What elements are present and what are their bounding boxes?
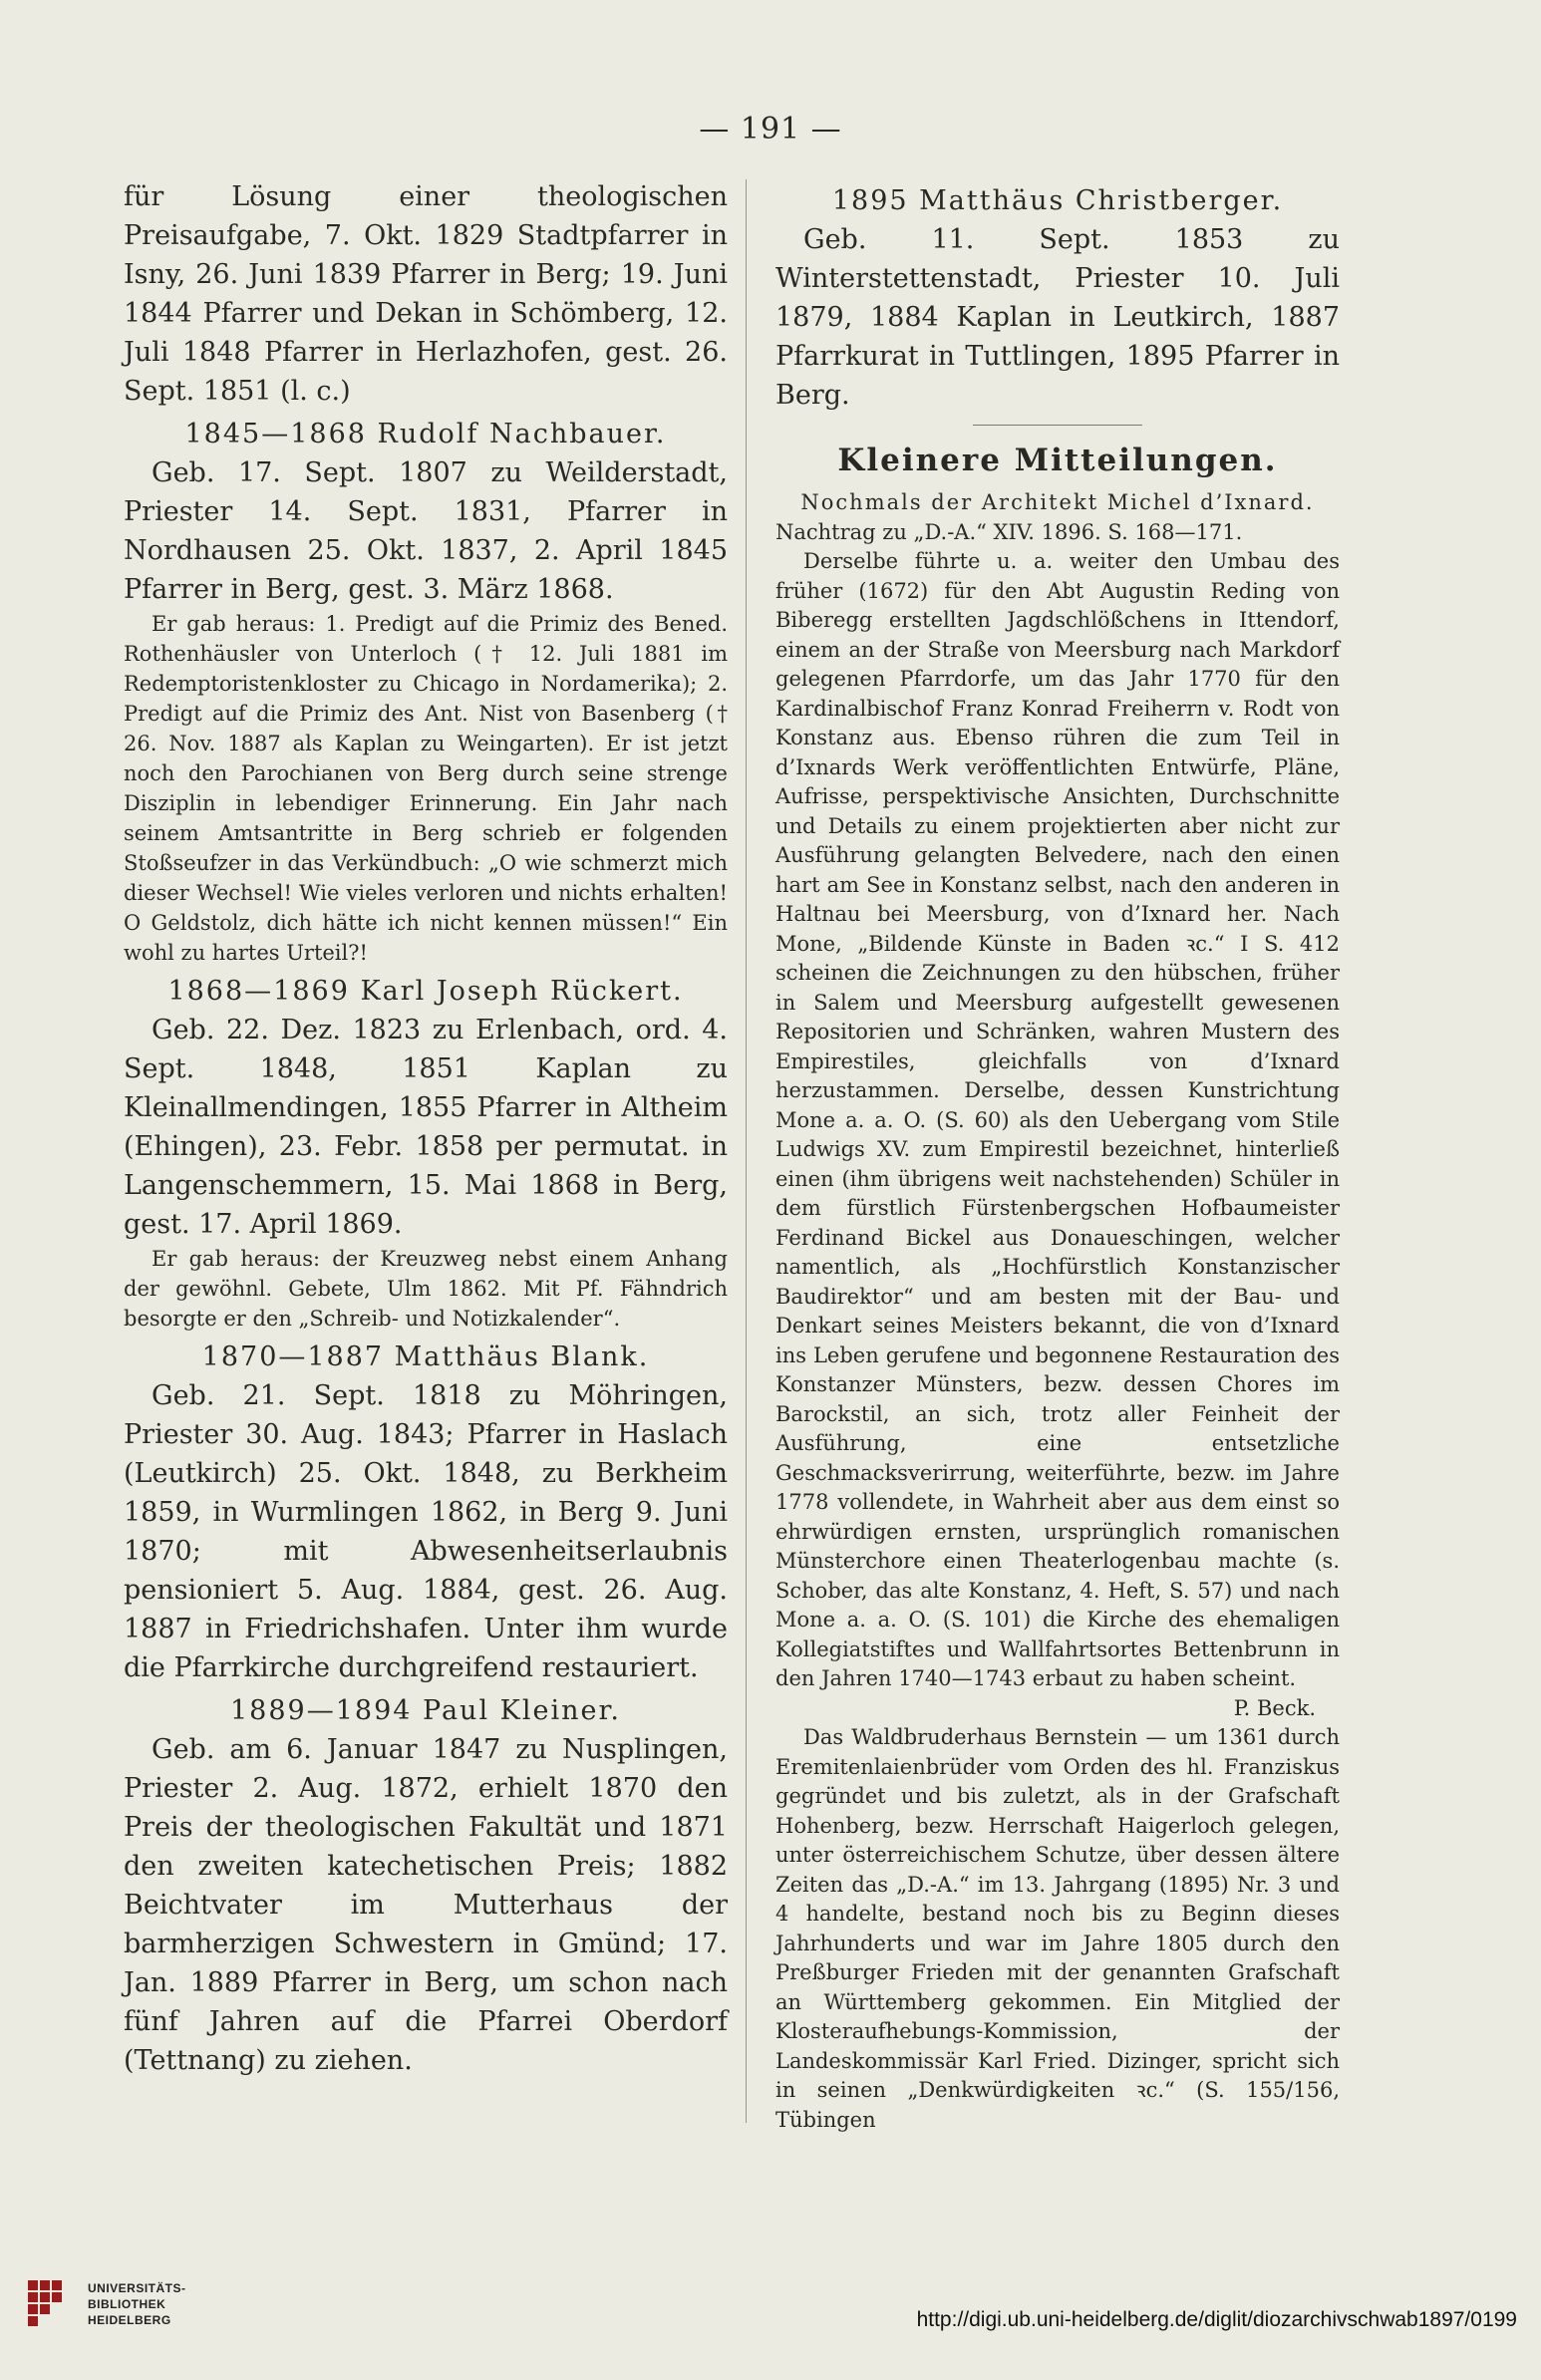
note-reference: Nachtrag zu „D.-A.“ XIV. 1896. S. 168—171. [775,519,1243,544]
library-name-line: HEIDELBERG [88,2313,171,2327]
section-title: Kleinere Mitteilungen. [837,443,1278,478]
library-name [88,2280,217,2328]
section-heading: 1870—1887 Matthäus Blank. [201,1341,650,1372]
source-url[interactable]: http://digi.ub.uni-heidelberg.de/diglit/diozarchivschwab1897/0199 [916,2308,1517,2331]
section-heading: 1868—1869 Karl Joseph Rückert. [167,976,684,1007]
paragraph: Geb. 11. Sept. 1853 zu Winterstettenstadt, Priester 10. Juli 1879, 1884 Kaplan in Leutkirch, 1887 Pfarrkurat in Tuttlingen, 1895 Pfarrer in Berg. [775,224,1340,411]
library-name-line: UNIVERSITÄTS- [88,2281,186,2295]
section-heading: 1889—1894 Paul Kleiner. [230,1695,621,1726]
footnote-paragraph: Er gab heraus: der Kreuzweg nebst einem Anhang der gewöhnl. Gebete, Ulm 1862. Mit Pf. Fähndrich besorgte er den „Schreib- und Notizkalender“. [124,1247,728,1331]
divider [973,425,1142,426]
paragraph: Geb. am 6. Januar 1847 zu Nusplingen, Priester 2. Aug. 1872, erhielt 1870 den Preis der theologischen Fakultät und 1871 den zweiten katechetischen Preis; 1882 Beichtvater im Mutterhaus der barmherzigen Schwestern in Gmünd; 17. Jan. 1889 Pfarrer in Berg, um schon nach fünf Jahren auf die Pfarrei Oberdorf (Tettnang) zu ziehen. [124,1734,728,2076]
note-title: Nochmals der Architekt Michel d’Ixnard. [800,490,1315,514]
footnote-paragraph: Er gab heraus: 1. Predigt auf die Primiz des Bened. Rothenhäusler von Unterloch († 12. Juli 1881 im Redemptoristenkloster zu Chicago in Nordamerika); 2. Predigt auf die Primiz des Ant. Nist von Basenberg († 26. Nov. 1887 als Kaplan zu Weingarten). Er ist jetzt noch den Parochianen von Berg durch seine strenge Disziplin in lebendiger Erinnerung. Ein Jahr nach seinem Amtsantritte in Berg schrieb er folgenden Stoßseufzer in das Verkündbuch: „O wie schmerzt mich dieser Wechsel! Wie vieles verloren und nichts erhalten! O Geldstolz, dich hätte ich nicht kennen müssen!“ Ein wohl zu hartes Urteil?! [124,612,728,965]
right-column [775,177,1340,2135]
note-body: Das Waldbruderhaus Bernstein — um 1361 durch Eremitenlaienbrüder vom Orden des hl. Franziskus gegründet und bis zuletzt, als in der Grafschaft Hohenberg, bezw. Herrschaft Haigerloch gelegen, unter österreichischem Schutze, über dessen ältere Zeiten das „D.-A.“ im 13. Jahrgang (1895) Nr. 3 und 4 handelte, bestand noch bis zu Beginn dieses Jahrhunderts und war im Jahre 1805 durch den Preßburger Frieden mit der genannten Grafschaft an Württemberg gekommen. Ein Mitglied der Klosteraufhebungs-Kommission, der Landeskommissär Karl Fried. Dizinger, spricht sich in seinen „Denkwürdigkeiten ꝛc.“ (S. 155/156, Tübingen [775,1725,1340,2132]
note-body: Derselbe führte u. a. weiter den Umbau des früher (1672) für den Abt Augustin Reding von Biberegg erstellten Jagdschlößchens in Ittendorf, einem an der Straße von Meersburg nach Markdorf gelegenen Pfarrdorfe, um das Jahr 1770 für den Kardinalbischof Franz Konrad Freiherrn v. Rodt von Konstanz aus. Ebenso rühren die zum Teil in d’Ixnards Werk veröffentlichten Entwürfe, Pläne, Aufrisse, perspektivische Ansichten, Durchschnitte und Details zu einem projektierten aber nicht zur Ausführung gelangten Belvedere, nach den einen hart am See in Konstanz selbst, nach den anderen in Haltnau bei Meersburg, von d’Ixnard her. Nach Mone, „Bildende Künste in Baden ꝛc.“ I S. 412 scheinen die Zeichnungen zu den hübschen, früher in Salem und Meersburg aufgestellt gewesenen Repositorien und Schränken, wahren Mustern des Empirestiles, gleichfalls von d’Ixnard herzustammen. Derselbe, dessen Kunstrichtung Mone a. a. O. (S. 60) als den Uebergang vom Stile Ludwigs XV. zum Empirestil bezeichnet, hinterließ einen (ihm übrigens weit nachstehenden) Schüler in dem fürstlich Fürstenbergschen Hofbaumeister Ferdinand Bickel aus Donaueschingen, welcher namentlich, als „Hochfürstlich Konstanzischer Baudirektor“ und am besten mit der Bau- und Denkart seines Meisters bekannt, die von d’Ixnard ins Leben gerufene und begonnene Restauration des Konstanzer Münsters, bezw. dessen Chores im Barockstil, an sich, trotz aller Feinheit der Ausführung, eine entsetzliche Geschmacksverirrung, weiterführte, bezw. im Jahre 1778 vollendete, in Wahrheit aber aus dem einst so ehrwürdigen ernsten, ursprünglich romanischen Münsterchore einen Theaterlogenbau machte (s. Schober, das alte Konstanz, 4. Heft, S. 57) und nach Mone a. a. O. (S. 101) die Kirche des ehemaligen Kollegiatstiftes und Wallfahrtsortes Bettenbrunn in den Jahren 1740—1743 erbaut zu haben scheint. [775,549,1340,1690]
paragraph: Geb. 22. Dez. 1823 zu Erlenbach, ord. 4. Sept. 1848, 1851 Kaplan zu Kleinallmendingen, 1855 Pfarrer in Altheim (Ehingen), 23. Febr. 1858 per permutat. in Langenschemmern, 15. Mai 1868 in Berg, gest. 17. April 1869. [124,1015,728,1240]
library-logo [24,2272,213,2352]
paragraph: Geb. 21. Sept. 1818 zu Möhringen, Priester 30. Aug. 1843; Pfarrer in Haslach (Leutkirch) 25. Okt. 1848, zu Berkheim 1859, in Wurmlingen 1862, in Berg 9. Juni 1870; mit Abwesenheitserlaubnis pensioniert 5. Aug. 1884, gest. 26. Aug. 1887 in Friedrichshafen. Unter ihm wurde die Pfarrkirche durchgreifend restauriert. [124,1380,728,1683]
section-heading: 1845—1868 Rudolf Nachbauer. [184,419,667,449]
section-heading: 1895 Matthäus Christberger. [831,185,1284,216]
left-column [124,177,728,2080]
paragraph: für Lösung einer theologischen Preisaufgabe, 7. Okt. 1829 Stadtpfarrer in Isny, 26. Juni 1839 Pfarrer in Berg; 19. Juni 1844 Pfarrer und Dekan in Schömberg, 12. Juli 1848 Pfarrer in Herlazhofen, gest. 26. Sept. 1851 (l. c.) [124,181,728,407]
paragraph: Geb. 17. Sept. 1807 zu Weilderstadt, Priester 14. Sept. 1831, Pfarrer in Nordhausen 25. Okt. 1837, 2. April 1845 Pfarrer in Berg, gest. 3. März 1868. [124,457,728,605]
column-divider [746,179,747,2123]
page-number: — 191 — [699,112,842,147]
library-seal-icon [24,2276,80,2332]
library-name-line: BIBLIOTHEK [88,2297,166,2311]
note-signature: P. Beck. [1233,1695,1316,1720]
